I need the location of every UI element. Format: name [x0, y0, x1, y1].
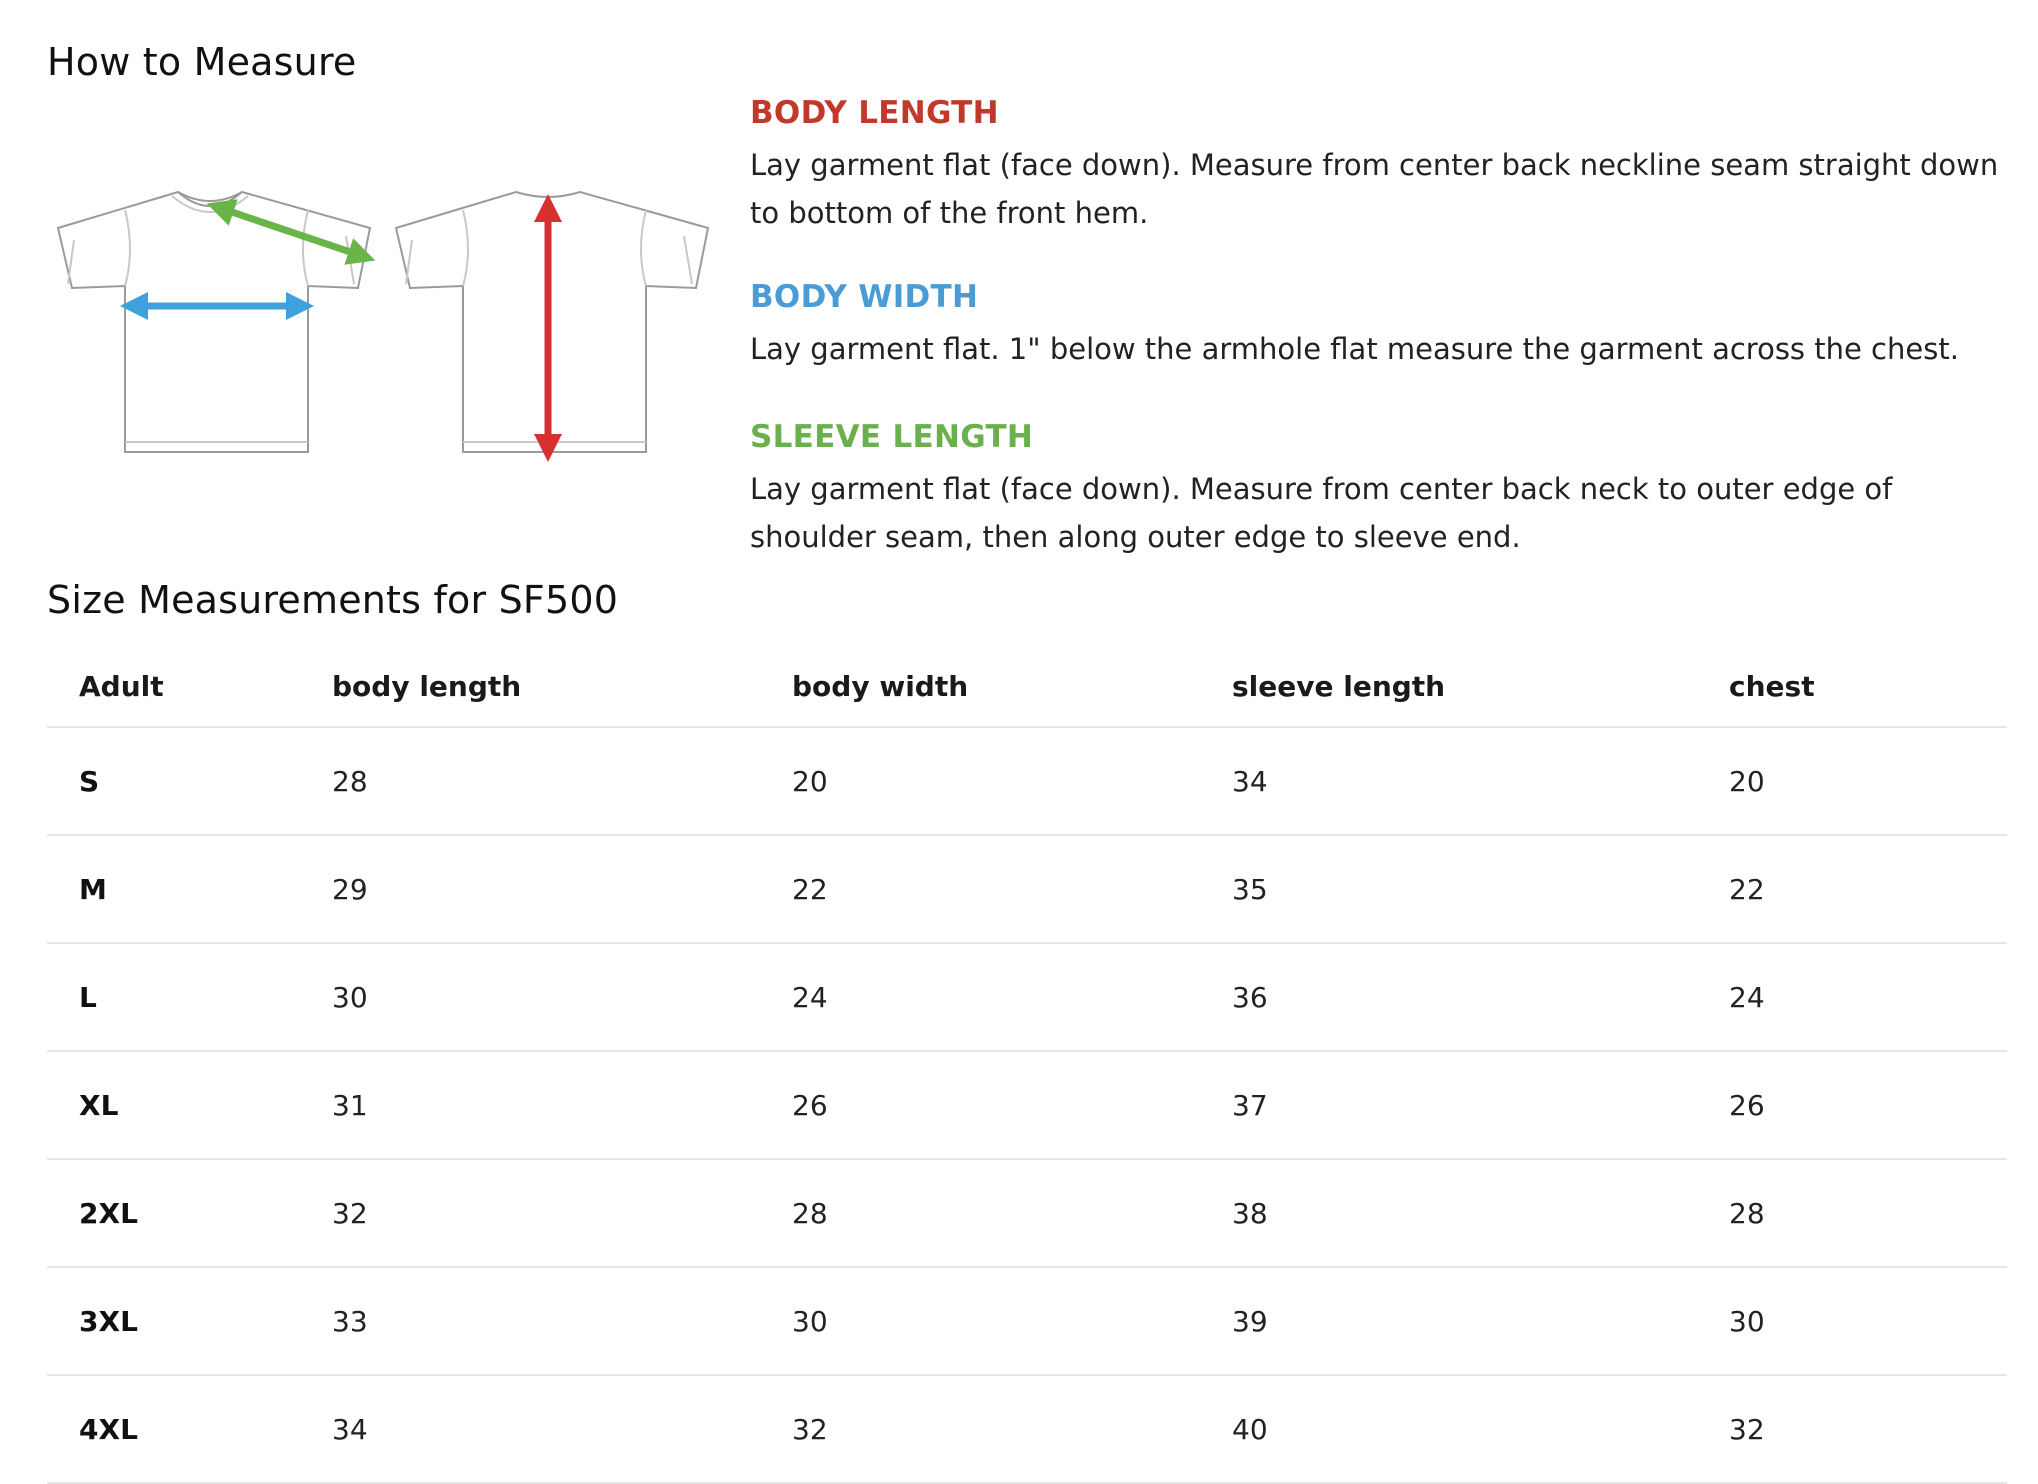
table-cell: 37	[1232, 1088, 1268, 1122]
table-cell: 20	[1729, 764, 1765, 798]
table-cell: 32	[792, 1412, 828, 1446]
table-cell: 30	[332, 980, 368, 1014]
table-row	[47, 1160, 2007, 1268]
table-cell: 28	[792, 1196, 828, 1230]
size-measurements-heading: Size Measurements for SF500	[47, 578, 619, 622]
table-cell: 30	[1729, 1304, 1765, 1338]
measure-definitions	[750, 95, 2010, 603]
table-row	[47, 1376, 2007, 1484]
definition-body-length	[750, 95, 2010, 237]
size-label: L	[79, 980, 97, 1014]
table-cell: 26	[1729, 1088, 1765, 1122]
table-body	[47, 728, 2007, 1484]
table-row	[47, 1052, 2007, 1160]
table-cell: 30	[792, 1304, 828, 1338]
table-row	[47, 944, 2007, 1052]
table-cell: 22	[792, 872, 828, 906]
size-label: XL	[79, 1088, 119, 1122]
table-cell: 36	[1232, 980, 1268, 1014]
table-cell: 31	[332, 1088, 368, 1122]
table-cell: 22	[1729, 872, 1765, 906]
table-cell: 26	[792, 1088, 828, 1122]
table-cell: 39	[1232, 1304, 1268, 1338]
table-cell: 28	[332, 764, 368, 798]
header-body-width: body width	[792, 670, 969, 703]
size-label: 3XL	[79, 1304, 138, 1338]
body-width-text: Lay garment flat. 1" below the armhole flat measure the garment across the chest.	[750, 332, 1959, 366]
table-cell: 20	[792, 764, 828, 798]
header-chest: chest	[1729, 670, 1815, 703]
table-cell: 34	[1232, 764, 1268, 798]
body-length-label: BODY LENGTH	[750, 95, 999, 131]
table-cell: 24	[1729, 980, 1765, 1014]
size-label: 2XL	[79, 1196, 138, 1230]
tshirt-front-icon	[58, 192, 370, 452]
table-cell: 34	[332, 1412, 368, 1446]
table-cell: 29	[332, 872, 368, 906]
header-adult: Adult	[79, 670, 164, 703]
body-width-label: BODY WIDTH	[750, 279, 979, 315]
table-cell: 28	[1729, 1196, 1765, 1230]
table-cell: 24	[792, 980, 828, 1014]
table-row	[47, 836, 2007, 944]
sleeve-length-label: SLEEVE LENGTH	[750, 419, 1034, 455]
tshirt-measure-diagram	[50, 180, 720, 480]
table-row	[47, 728, 2007, 836]
size-table	[47, 650, 2007, 1484]
definition-body-width	[750, 279, 2010, 373]
header-sleeve-length: sleeve length	[1232, 670, 1446, 703]
size-label: 4XL	[79, 1412, 138, 1446]
tshirt-back-icon	[396, 192, 708, 452]
definition-sleeve-length	[750, 419, 2010, 561]
sleeve-length-text: Lay garment flat (face down). Measure from center back neck to outer edge of shoulder seam, then along outer edge to sleeve end.	[750, 472, 1893, 554]
table-cell: 35	[1232, 872, 1268, 906]
table-cell: 40	[1232, 1412, 1268, 1446]
table-cell: 32	[1729, 1412, 1765, 1446]
table-cell: 38	[1232, 1196, 1268, 1230]
size-label: M	[79, 872, 107, 906]
size-label: S	[79, 764, 100, 798]
table-cell: 32	[332, 1196, 368, 1230]
table-header-row	[47, 650, 2007, 728]
table-row	[47, 1268, 2007, 1376]
how-to-measure-heading: How to Measure	[47, 40, 357, 84]
header-body-length: body length	[332, 670, 522, 703]
body-length-text: Lay garment flat (face down). Measure from center back neckline seam straight down to bottom of the front hem.	[750, 148, 1999, 230]
table-cell: 33	[332, 1304, 368, 1338]
